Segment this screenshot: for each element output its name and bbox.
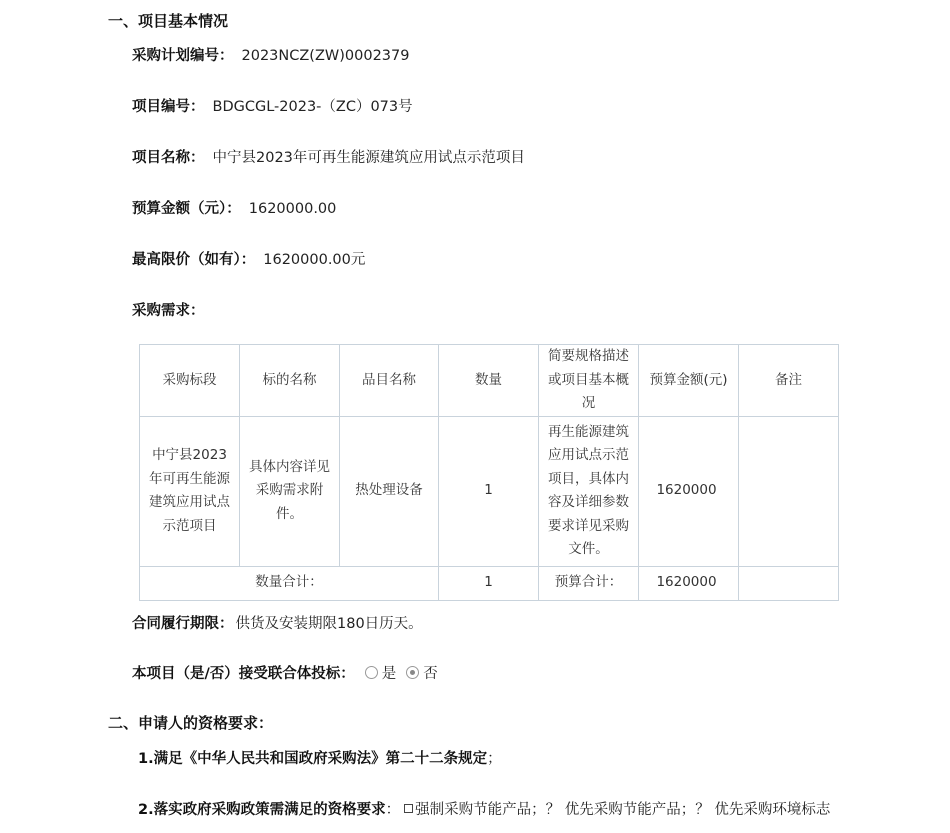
consortium-row [132, 662, 438, 683]
radio-yes-label: 是 [381, 666, 397, 682]
budget-total-value: 1620000 [639, 566, 739, 600]
budget-total-label: 预算合计： [539, 566, 639, 600]
budget-value: 1620000.00 [248, 201, 337, 217]
contract-label: 合同履行期限： [132, 616, 234, 632]
item-cell: 热处理设备 [340, 416, 439, 566]
amount-cell: 1620000 [639, 416, 739, 566]
requirement-2-text: 强制采购节能产品；？ 优先采购节能产品；？ 优先采购环境标志 [415, 802, 831, 818]
plan-number-value: 2023NCZ(ZW)0002379 [241, 48, 410, 64]
budget-row [132, 197, 336, 218]
radio-no[interactable] [406, 666, 419, 679]
requirement-2-colon: ： [385, 802, 401, 818]
note-cell [739, 416, 839, 566]
demand-label: 采购需求： [132, 303, 205, 319]
radio-no-label: 否 [423, 666, 438, 682]
checkbox-icon [404, 804, 413, 813]
requirement-2-label: 2.落实政府采购政策需满足的资格要求 [138, 802, 386, 818]
project-number-label: 项目编号： [132, 99, 205, 115]
desc-cell: 再生能源建筑应用试点示范项目，具体内容及详细参数要求详见采购文件。 [539, 416, 639, 566]
plan-number-row [132, 44, 409, 65]
requirement-2 [138, 798, 830, 819]
section-cell: 中宁县2023年可再生能源建筑应用试点示范项目 [140, 416, 240, 566]
table-header-cell: 预算金额(元) [639, 345, 739, 417]
max-price-label: 最高限价（如有）： [132, 252, 256, 268]
table-total-row [140, 566, 839, 600]
max-price-value: 1620000.00元 [263, 252, 366, 268]
target-cell: 具体内容详见采购需求附件。 [240, 416, 340, 566]
contract-value: 供货及安装期限180日历天。 [235, 616, 423, 632]
requirement-1-tail: ； [487, 751, 502, 767]
table-header-cell: 简要规格描述或项目基本概况 [539, 345, 639, 417]
table-header-cell: 备注 [739, 345, 839, 417]
budget-label: 预算金额（元）： [132, 201, 241, 217]
procurement-table [139, 344, 839, 601]
radio-yes[interactable] [365, 666, 378, 679]
section-title-basic-info: 一、项目基本情况 [108, 12, 229, 30]
qty-cell: 1 [439, 416, 539, 566]
table-header-row [140, 345, 839, 417]
table-header-cell: 采购标段 [140, 345, 240, 417]
qty-total-label: 数量合计： [140, 566, 439, 600]
qty-total-value: 1 [439, 566, 539, 600]
table-header-cell: 标的名称 [240, 345, 340, 417]
project-name-value: 中宁县2023年可再生能源建筑应用试点示范项目 [212, 150, 525, 166]
project-number-value: BDGCGL-2023-（ZC）073号 [212, 99, 413, 115]
total-note-cell [739, 566, 839, 600]
max-price-row [132, 248, 365, 269]
consortium-label: 本项目（是/否）接受联合体投标： [132, 666, 355, 682]
project-number-row [132, 95, 413, 116]
project-name-label: 项目名称： [132, 150, 205, 166]
requirement-1 [138, 747, 502, 768]
plan-number-label: 采购计划编号： [132, 48, 234, 64]
table-header-cell: 数量 [439, 345, 539, 417]
table-row [140, 416, 839, 566]
section-title-qualifications: 二、申请人的资格要求： [108, 714, 274, 732]
table-header-cell: 品目名称 [340, 345, 439, 417]
demand-row [132, 299, 205, 320]
project-name-row [132, 146, 525, 167]
requirement-1-label: 1.满足《中华人民共和国政府采购法》第二十二条规定 [138, 751, 488, 767]
contract-row [132, 612, 423, 633]
